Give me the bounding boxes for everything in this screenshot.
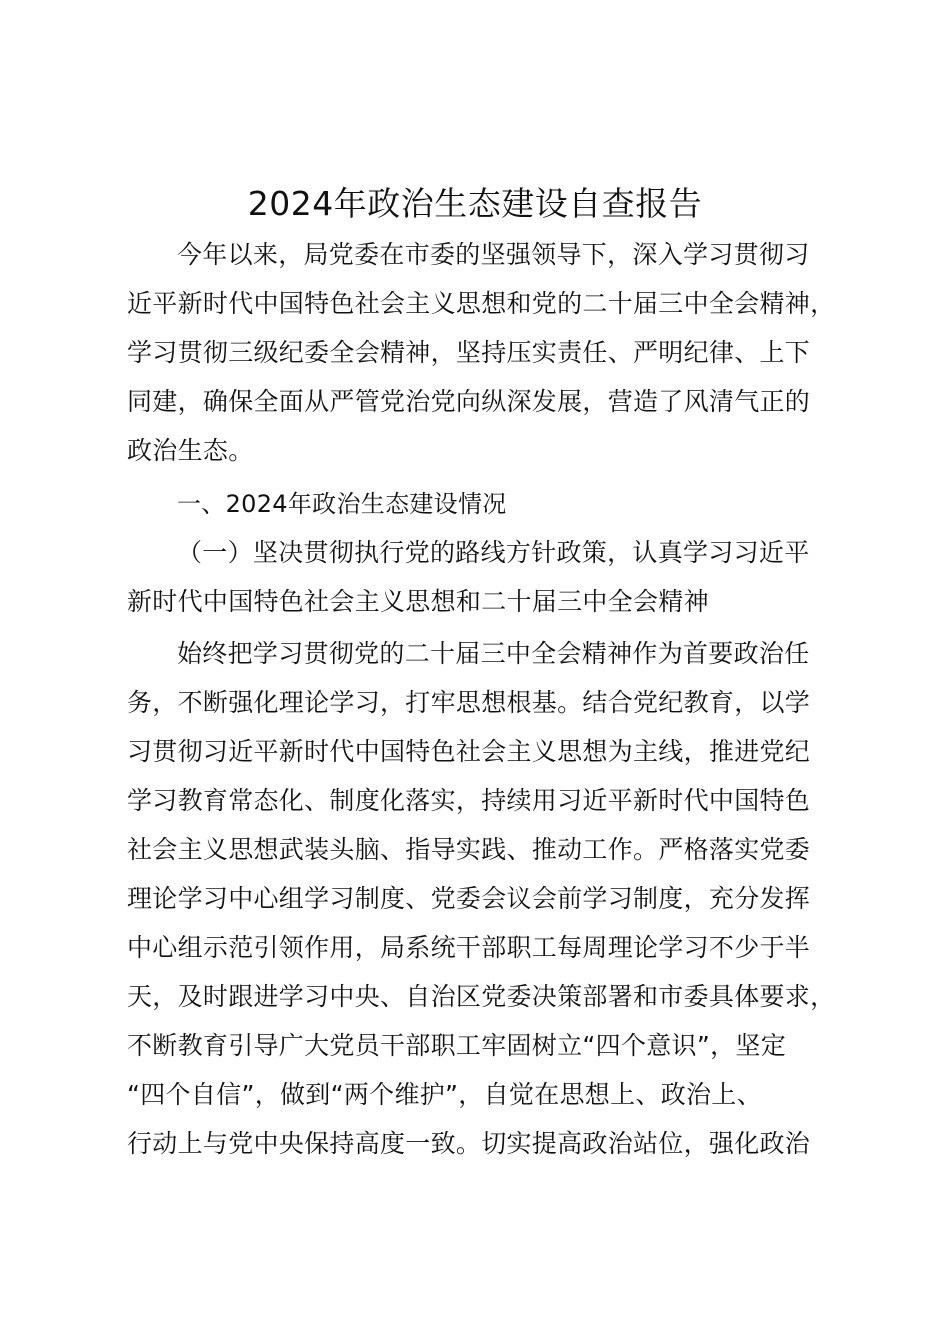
paragraph-line: 政治生态。	[127, 436, 254, 465]
paragraph-line: 始终把学习贯彻党的二十届三中全会精神作为首要政治任	[177, 639, 810, 668]
paragraph-line: 理论学习中心组学习制度、党委会议会前学习制度，充分发挥	[127, 884, 811, 913]
paragraph-line: 不断教育引导广大党员干部职工牢固树立“四个意识”，坚定	[127, 1031, 787, 1060]
subsection-heading: （一）坚决贯彻执行党的路线方针政策，认真学习习近平	[177, 538, 810, 567]
paragraph-line: 学习教育常态化、制度化落实，持续用习近平新时代中国特色	[127, 786, 811, 815]
paragraph-line: 习贯彻习近平新时代中国特色社会主义思想为主线，推进党纪	[127, 737, 811, 766]
subsection-heading: 新时代中国特色社会主义思想和二十届三中全会精神	[127, 587, 709, 616]
paragraph-line: “四个自信”，做到“两个维护”，自觉在思想上、政治上、	[127, 1080, 762, 1109]
paragraph-line: 同建，确保全面从严管党治党向纵深发展，营造了风清气正的	[127, 387, 811, 416]
paragraph-line: 中心组示范引领作用，局系统干部职工每周理论学习不少于半	[127, 933, 811, 962]
paragraph-line: 天，及时跟进学习中央、自治区党委决策部署和市委具体要求，	[127, 982, 836, 1011]
paragraph-line: 近平新时代中国特色社会主义思想和党的二十届三中全会精神，	[127, 289, 836, 318]
paragraph-line: 务，不断强化理论学习，打牢思想根基。结合党纪教育，以学	[127, 688, 811, 717]
section-heading: 一、2024年政治生态建设情况	[177, 490, 507, 518]
document-title: 2024年政治生态建设自查报告	[247, 184, 703, 223]
paragraph-line: 社会主义思想武装头脑、指导实践、推动工作。严格落实党委	[127, 835, 811, 864]
paragraph-line: 行动上与党中央保持高度一致。切实提高政治站位，强化政治	[127, 1129, 811, 1158]
paragraph-line: 学习贯彻三级纪委全会精神，坚持压实责任、严明纪律、上下	[127, 338, 811, 367]
paragraph-line: 今年以来，局党委在市委的坚强领导下，深入学习贯彻习	[177, 240, 810, 269]
